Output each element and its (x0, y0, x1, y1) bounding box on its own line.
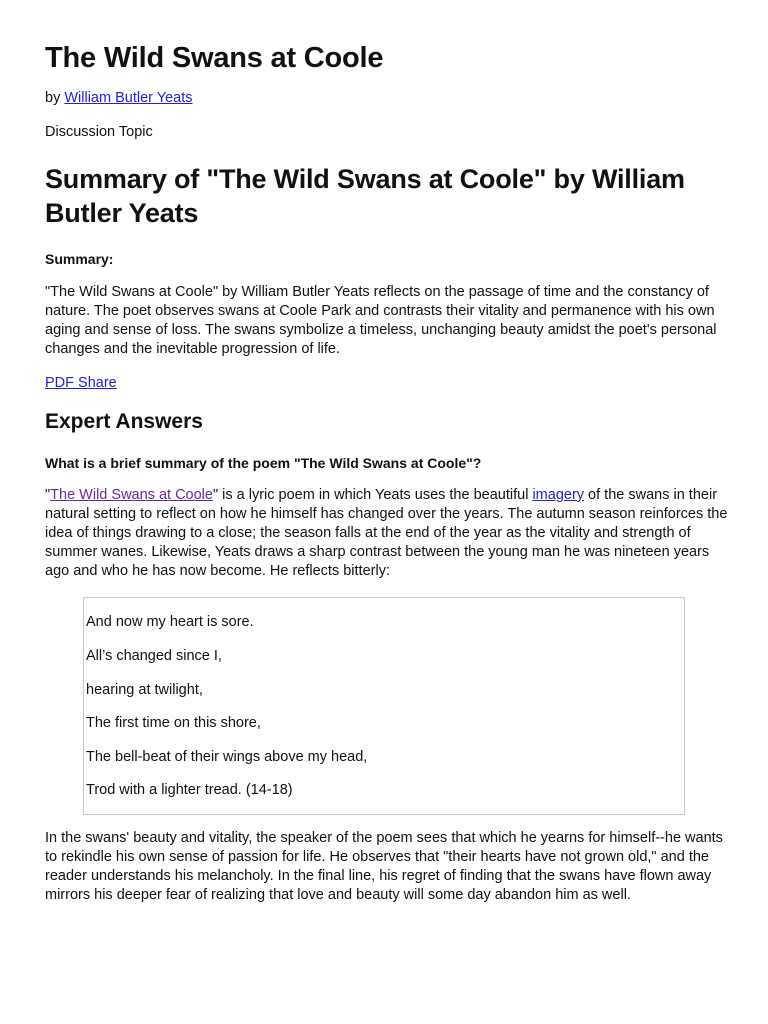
author-link[interactable]: William Butler Yeats (64, 90, 193, 106)
answer-paragraph-1 (45, 486, 735, 581)
poem-quote-box (83, 597, 685, 815)
summary-paragraph: "The Wild Swans at Coole" by William Butler Yeats reflects on the passage of time and the constancy of nature. The poet observes swans at Coole Park and contrasts their vitality and permanence with his own aging and sense of loss. The swans symbolize a timeless, unchanging beauty amidst the poet's personal changes and the inevitable progression of life. (45, 284, 717, 357)
pdf-share (45, 373, 117, 393)
quote-line: hearing at twilight, (86, 682, 203, 698)
discussion-topic-label: Discussion Topic (45, 124, 153, 140)
question-heading: What is a brief summary of the poem "The Wild Swans at Coole"? (45, 455, 482, 471)
summary-heading: Summary of "The Wild Swans at Coole" by William Butler Yeats (45, 164, 685, 228)
quote-line: The first time on this shore, (86, 715, 261, 731)
quote-line: Trod with a lighter tread. (14-18) (86, 782, 293, 798)
quote-line: All’s changed since I, (86, 648, 222, 664)
expert-answers-heading: Expert Answers (45, 410, 203, 433)
answer-paragraph-2: In the swans' beauty and vitality, the speaker of the poem sees that which he yearns for himself--he wants to rekindle his own sense of passion for life. He observes that "their hearts have not grown old," and the reader understands his melancholy. In the final line, his regret of finding that the swans have flown away mirrors his deeper fear of realizing that love and beauty will some day abandon him as well. (45, 830, 723, 903)
answer-text-b: of the swans in their natural setting to reflect on how he himself has changed over the years. The autumn season reinforces the idea of things drawing to a close; the season falls at the end of the year as the vitality and strength of summer wanes. Likewise, Yeats draws a sharp contrast between the young man he was nineteen years ago and who he has now become. He reflects bitterly: (45, 487, 728, 579)
answer-text-a: " is a lyric poem in which Yeats uses the beautiful (212, 487, 533, 503)
page-title: The Wild Swans at Coole (45, 42, 384, 74)
byline (45, 88, 193, 108)
imagery-link[interactable]: imagery (532, 487, 585, 503)
quote-line: The bell-beat of their wings above my head, (86, 749, 368, 765)
poem-title-link[interactable]: The Wild Swans at Coole (50, 487, 213, 503)
open-quote: " (45, 487, 51, 503)
pdf-share-link[interactable]: PDF Share (45, 375, 117, 391)
byline-prefix: by (45, 90, 61, 106)
summary-label: Summary: (45, 251, 114, 267)
quote-line: And now my heart is sore. (86, 614, 254, 630)
